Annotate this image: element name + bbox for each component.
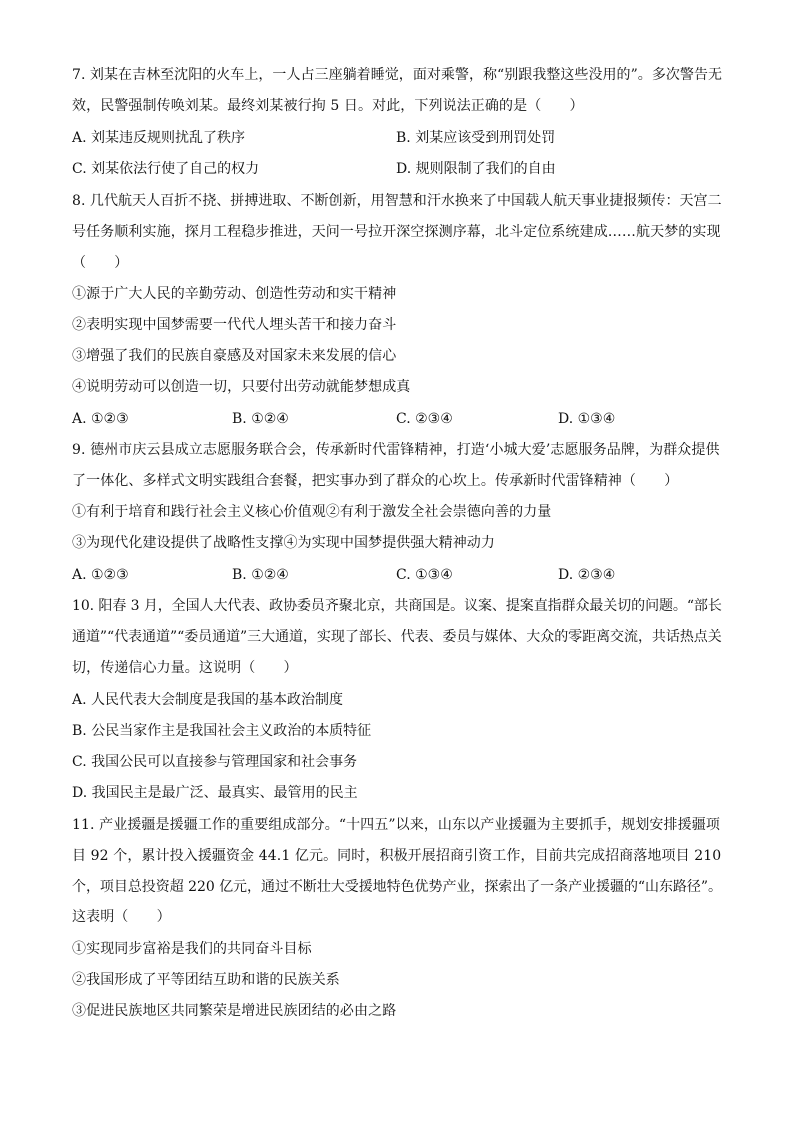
option-d: D. ②③④ (558, 567, 616, 583)
question-stem: 了一体化、多样式文明实践组合套餐，把实事办到了群众的心坎上。传承新时代雷锋精神（ ） (72, 473, 679, 489)
option-d: D. ①③④ (558, 411, 616, 427)
option-c: C. 刘某依法行使了自己的权力 (72, 161, 260, 177)
question-stem: 效，民警强制传唤刘某。最终刘某被行拘 5 日。对此，下列说法正确的是（ ） (72, 98, 584, 114)
question-stem: 通道”“代表通道”“委员通道”三大通道，实现了部长、代表、委员与媒体、大众的零距离交流，共话热点关 (72, 629, 722, 645)
option-c: C. ②③④ (396, 411, 453, 427)
statement-item: ④说明劳动可以创造一切，只要付出劳动就能梦想成真 (72, 379, 411, 395)
statement-item: ①有利于培育和践行社会主义核心价值观②有利于激发全社会崇德向善的力量 (72, 504, 552, 520)
question-stem: 这表明（ ） (72, 909, 171, 925)
option-c: C. ①③④ (396, 567, 453, 583)
question-stem: 号任务顺利实施，探月工程稳步推进，天问一号拉开深空探测序幕，北斗定位系统建成……航天梦的实现 (72, 224, 721, 240)
option-b: B. 公民当家作主是我国社会主义政治的本质特征 (72, 723, 372, 739)
statement-item: ②我国形成了平等团结互助和谐的民族关系 (72, 972, 340, 988)
option-b: B. ①②④ (232, 567, 289, 583)
statement-item: ③促进民族地区共同繁荣是增进民族团结的必由之路 (72, 1003, 397, 1019)
option-c: C. 我国公民可以直接参与管理国家和社会事务 (72, 754, 358, 770)
option-a: A. 刘某违反规则扰乱了秩序 (72, 130, 246, 146)
option-a: A. 人民代表大会制度是我国的基本政治制度 (72, 692, 344, 708)
question-stem: 11. 产业援疆是援疆工作的重要组成部分。“十四五”以来，山东以产业援疆为主要抓手，规划安排援疆项 (72, 817, 720, 833)
question-stem: （ ） (72, 255, 129, 271)
statement-item: ③为现代化建设提供了战略性支撑④为实现中国梦提供强大精神动力 (72, 535, 495, 551)
question-stem: 10. 阳春 3 月，全国人大代表、政协委员齐聚北京，共商国是。议案、提案直指群众最关切的问题。“部长 (72, 598, 722, 614)
option-b: B. 刘某应该受到刑罚处罚 (396, 130, 556, 146)
statement-item: ②表明实现中国梦需要一代代人埋头苦干和接力奋斗 (72, 317, 397, 333)
statement-item: ③增强了我们的民族自豪感及对国家未来发展的信心 (72, 348, 397, 364)
question-stem: 切，传递信心力量。这说明（ ） (72, 660, 298, 676)
question-stem: 8. 几代航天人百折不挠、拼搏进取、不断创新，用智慧和汗水换来了中国载人航天事业捷报频传：天宫二 (72, 193, 722, 209)
question-stem: 7. 刘某在吉林至沈阳的火车上，一人占三座躺着睡觉，面对乘警，称“别跟我整这些没用的”。多次警告无 (72, 67, 723, 83)
option-d: D. 规则限制了我们的自由 (396, 161, 556, 177)
question-stem: 目 92 个，累计投入援疆资金 44.1 亿元。同时，积极开展招商引资工作，目前共完成招商落地项目 210 (72, 848, 722, 864)
question-stem: 9. 德州市庆云县成立志愿服务联合会，传承新时代雷锋精神，打造‘小城大爱’志愿服务品牌，为群众提供 (72, 442, 720, 458)
option-b: B. ①②④ (232, 411, 289, 427)
option-a: A. ①②③ (72, 567, 129, 583)
question-stem: 个，项目总投资超 220 亿元，通过不断壮大受援地特色优势产业，探索出了一条产业援疆的“山东路径”。 (72, 879, 722, 895)
statement-item: ①实现同步富裕是我们的共同奋斗目标 (72, 941, 312, 957)
option-d: D. 我国民主是最广泛、最真实、最管用的民主 (72, 785, 358, 801)
option-a: A. ①②③ (72, 411, 129, 427)
statement-item: ①源于广大人民的辛勤劳动、创造性劳动和实干精神 (72, 286, 397, 302)
